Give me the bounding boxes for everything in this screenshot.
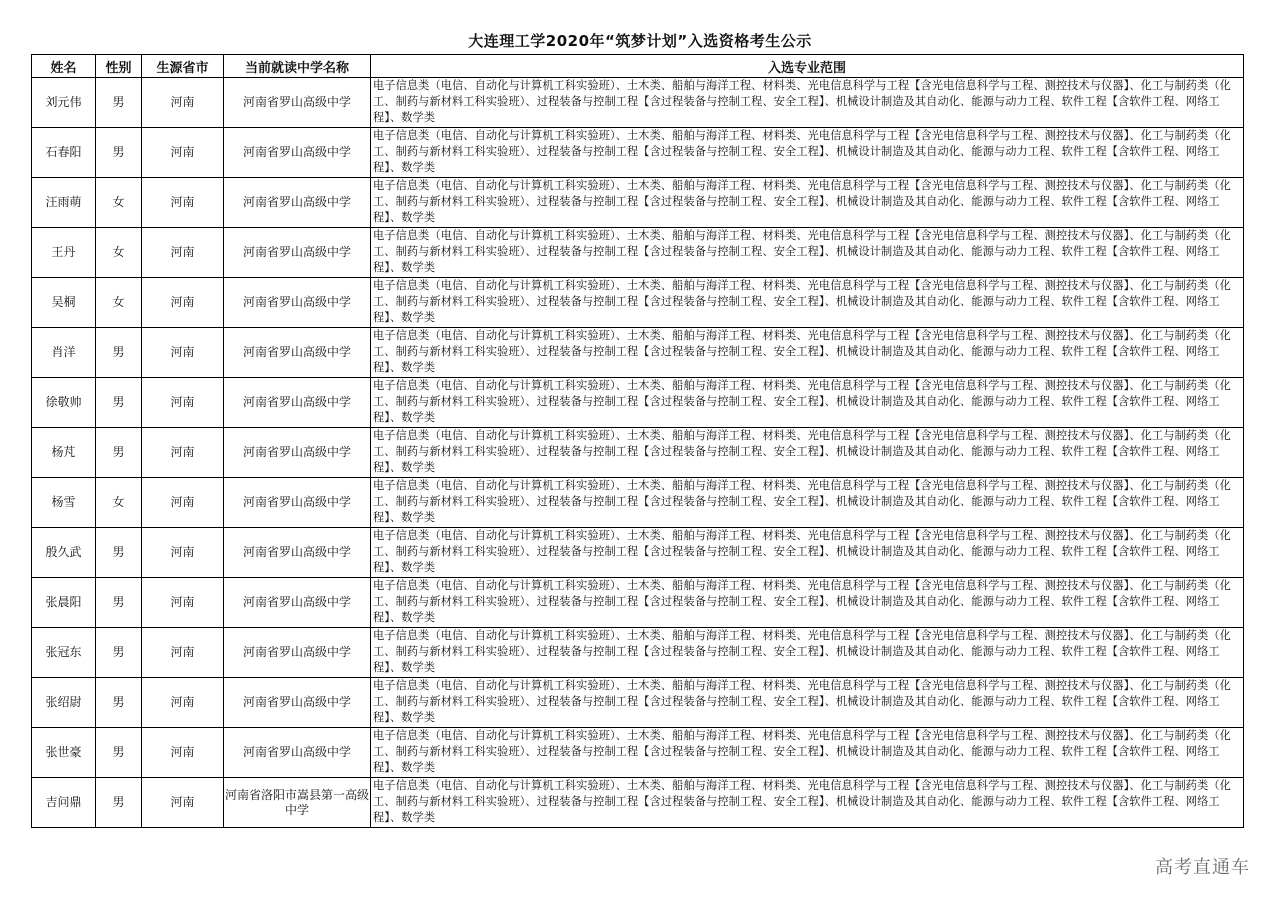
cell-majors: 电子信息类（电信、自动化与计算机工科实验班）、土木类、船舶与海洋工程、材料类、光电信息科学与工程【含光电信息科学与工程、测控技术与仪器】、化工与制药类（化工、制药与新材料工科实验班）、过程装备与控制工程【含过程装备与控制工程、安全工程】、机械设计制造及其自动化、能源与动力工程、软件工程【含软件工程、网络工程】、数学类 [371, 78, 1244, 128]
cell-school: 河南省罗山高级中学 [224, 578, 371, 628]
cell-province: 河南 [142, 78, 224, 128]
cell-name: 刘元伟 [32, 78, 96, 128]
cell-school: 河南省罗山高级中学 [224, 278, 371, 328]
cell-province: 河南 [142, 328, 224, 378]
table-row [32, 278, 1244, 328]
cell-name: 徐敬帅 [32, 378, 96, 428]
header-name: 姓名 [32, 55, 96, 78]
header-gender: 性别 [96, 55, 142, 78]
cell-name: 杨芃 [32, 428, 96, 478]
cell-name: 张晨阳 [32, 578, 96, 628]
cell-province: 河南 [142, 128, 224, 178]
cell-school: 河南省罗山高级中学 [224, 428, 371, 478]
cell-province: 河南 [142, 278, 224, 328]
table-row [32, 528, 1244, 578]
cell-province: 河南 [142, 478, 224, 528]
cell-gender: 女 [96, 478, 142, 528]
cell-majors: 电子信息类（电信、自动化与计算机工科实验班）、土木类、船舶与海洋工程、材料类、光电信息科学与工程【含光电信息科学与工程、测控技术与仪器】、化工与制药类（化工、制药与新材料工科实验班）、过程装备与控制工程【含过程装备与控制工程、安全工程】、机械设计制造及其自动化、能源与动力工程、软件工程【含软件工程、网络工程】、数学类 [371, 678, 1244, 728]
cell-province: 河南 [142, 228, 224, 278]
cell-school: 河南省罗山高级中学 [224, 178, 371, 228]
cell-gender: 男 [96, 578, 142, 628]
cell-school: 河南省罗山高级中学 [224, 378, 371, 428]
cell-majors: 电子信息类（电信、自动化与计算机工科实验班）、土木类、船舶与海洋工程、材料类、光电信息科学与工程【含光电信息科学与工程、测控技术与仪器】、化工与制药类（化工、制药与新材料工科实验班）、过程装备与控制工程【含过程装备与控制工程、安全工程】、机械设计制造及其自动化、能源与动力工程、软件工程【含软件工程、网络工程】、数学类 [371, 728, 1244, 778]
cell-gender: 男 [96, 428, 142, 478]
cell-school: 河南省罗山高级中学 [224, 528, 371, 578]
table-body [32, 78, 1244, 828]
header-school: 当前就读中学名称 [224, 55, 371, 78]
cell-school: 河南省罗山高级中学 [224, 728, 371, 778]
cell-name: 石春阳 [32, 128, 96, 178]
table-header-row [32, 55, 1244, 78]
cell-majors: 电子信息类（电信、自动化与计算机工科实验班）、土木类、船舶与海洋工程、材料类、光电信息科学与工程【含光电信息科学与工程、测控技术与仪器】、化工与制药类（化工、制药与新材料工科实验班）、过程装备与控制工程【含过程装备与控制工程、安全工程】、机械设计制造及其自动化、能源与动力工程、软件工程【含软件工程、网络工程】、数学类 [371, 628, 1244, 678]
cell-gender: 女 [96, 228, 142, 278]
cell-school: 河南省罗山高级中学 [224, 78, 371, 128]
cell-province: 河南 [142, 678, 224, 728]
cell-gender: 男 [96, 678, 142, 728]
cell-school: 河南省罗山高级中学 [224, 628, 371, 678]
cell-name: 肖洋 [32, 328, 96, 378]
cell-province: 河南 [142, 728, 224, 778]
table-row [32, 128, 1244, 178]
cell-gender: 男 [96, 328, 142, 378]
cell-gender: 男 [96, 628, 142, 678]
cell-gender: 男 [96, 128, 142, 178]
table-row [32, 228, 1244, 278]
cell-school: 河南省罗山高级中学 [224, 678, 371, 728]
cell-majors: 电子信息类（电信、自动化与计算机工科实验班）、土木类、船舶与海洋工程、材料类、光电信息科学与工程【含光电信息科学与工程、测控技术与仪器】、化工与制药类（化工、制药与新材料工科实验班）、过程装备与控制工程【含过程装备与控制工程、安全工程】、机械设计制造及其自动化、能源与动力工程、软件工程【含软件工程、网络工程】、数学类 [371, 278, 1244, 328]
cell-name: 王丹 [32, 228, 96, 278]
cell-province: 河南 [142, 528, 224, 578]
cell-province: 河南 [142, 778, 224, 828]
cell-name: 殷久武 [32, 528, 96, 578]
cell-majors: 电子信息类（电信、自动化与计算机工科实验班）、土木类、船舶与海洋工程、材料类、光电信息科学与工程【含光电信息科学与工程、测控技术与仪器】、化工与制药类（化工、制药与新材料工科实验班）、过程装备与控制工程【含过程装备与控制工程、安全工程】、机械设计制造及其自动化、能源与动力工程、软件工程【含软件工程、网络工程】、数学类 [371, 178, 1244, 228]
cell-province: 河南 [142, 578, 224, 628]
header-majors: 入选专业范围 [371, 55, 1244, 78]
cell-majors: 电子信息类（电信、自动化与计算机工科实验班）、土木类、船舶与海洋工程、材料类、光电信息科学与工程【含光电信息科学与工程、测控技术与仪器】、化工与制药类（化工、制药与新材料工科实验班）、过程装备与控制工程【含过程装备与控制工程、安全工程】、机械设计制造及其自动化、能源与动力工程、软件工程【含软件工程、网络工程】、数学类 [371, 378, 1244, 428]
cell-gender: 男 [96, 728, 142, 778]
table-row [32, 428, 1244, 478]
cell-name: 汪雨萌 [32, 178, 96, 228]
cell-school: 河南省罗山高级中学 [224, 228, 371, 278]
cell-majors: 电子信息类（电信、自动化与计算机工科实验班）、土木类、船舶与海洋工程、材料类、光电信息科学与工程【含光电信息科学与工程、测控技术与仪器】、化工与制药类（化工、制药与新材料工科实验班）、过程装备与控制工程【含过程装备与控制工程、安全工程】、机械设计制造及其自动化、能源与动力工程、软件工程【含软件工程、网络工程】、数学类 [371, 428, 1244, 478]
cell-name: 张世豪 [32, 728, 96, 778]
cell-majors: 电子信息类（电信、自动化与计算机工科实验班）、土木类、船舶与海洋工程、材料类、光电信息科学与工程【含光电信息科学与工程、测控技术与仪器】、化工与制药类（化工、制药与新材料工科实验班）、过程装备与控制工程【含过程装备与控制工程、安全工程】、机械设计制造及其自动化、能源与动力工程、软件工程【含软件工程、网络工程】、数学类 [371, 128, 1244, 178]
candidate-table [31, 54, 1244, 828]
cell-gender: 女 [96, 278, 142, 328]
cell-school: 河南省罗山高级中学 [224, 478, 371, 528]
cell-province: 河南 [142, 378, 224, 428]
cell-province: 河南 [142, 628, 224, 678]
cell-school: 河南省罗山高级中学 [224, 128, 371, 178]
cell-gender: 男 [96, 78, 142, 128]
table-row [32, 328, 1244, 378]
header-province: 生源省市 [142, 55, 224, 78]
table-row [32, 578, 1244, 628]
table-row [32, 778, 1244, 828]
table-row [32, 678, 1244, 728]
cell-name: 张绍尉 [32, 678, 96, 728]
cell-majors: 电子信息类（电信、自动化与计算机工科实验班）、土木类、船舶与海洋工程、材料类、光电信息科学与工程【含光电信息科学与工程、测控技术与仪器】、化工与制药类（化工、制药与新材料工科实验班）、过程装备与控制工程【含过程装备与控制工程、安全工程】、机械设计制造及其自动化、能源与动力工程、软件工程【含软件工程、网络工程】、数学类 [371, 328, 1244, 378]
cell-school: 河南省罗山高级中学 [224, 328, 371, 378]
cell-gender: 男 [96, 528, 142, 578]
cell-majors: 电子信息类（电信、自动化与计算机工科实验班）、土木类、船舶与海洋工程、材料类、光电信息科学与工程【含光电信息科学与工程、测控技术与仪器】、化工与制药类（化工、制药与新材料工科实验班）、过程装备与控制工程【含过程装备与控制工程、安全工程】、机械设计制造及其自动化、能源与动力工程、软件工程【含软件工程、网络工程】、数学类 [371, 478, 1244, 528]
cell-majors: 电子信息类（电信、自动化与计算机工科实验班）、土木类、船舶与海洋工程、材料类、光电信息科学与工程【含光电信息科学与工程、测控技术与仪器】、化工与制药类（化工、制药与新材料工科实验班）、过程装备与控制工程【含过程装备与控制工程、安全工程】、机械设计制造及其自动化、能源与动力工程、软件工程【含软件工程、网络工程】、数学类 [371, 778, 1244, 828]
cell-name: 杨雪 [32, 478, 96, 528]
cell-province: 河南 [142, 428, 224, 478]
cell-name: 吴桐 [32, 278, 96, 328]
cell-gender: 男 [96, 778, 142, 828]
table-row [32, 178, 1244, 228]
watermark: 高考直通车 [1155, 857, 1250, 878]
cell-gender: 女 [96, 178, 142, 228]
table-row [32, 378, 1244, 428]
table-row [32, 478, 1244, 528]
cell-majors: 电子信息类（电信、自动化与计算机工科实验班）、土木类、船舶与海洋工程、材料类、光电信息科学与工程【含光电信息科学与工程、测控技术与仪器】、化工与制药类（化工、制药与新材料工科实验班）、过程装备与控制工程【含过程装备与控制工程、安全工程】、机械设计制造及其自动化、能源与动力工程、软件工程【含软件工程、网络工程】、数学类 [371, 578, 1244, 628]
cell-majors: 电子信息类（电信、自动化与计算机工科实验班）、土木类、船舶与海洋工程、材料类、光电信息科学与工程【含光电信息科学与工程、测控技术与仪器】、化工与制药类（化工、制药与新材料工科实验班）、过程装备与控制工程【含过程装备与控制工程、安全工程】、机械设计制造及其自动化、能源与动力工程、软件工程【含软件工程、网络工程】、数学类 [371, 228, 1244, 278]
cell-school: 河南省洛阳市嵩县第一高级中学 [224, 778, 371, 828]
table-row [32, 78, 1244, 128]
table-row [32, 628, 1244, 678]
cell-gender: 男 [96, 378, 142, 428]
cell-province: 河南 [142, 178, 224, 228]
document-title: 大连理工学2020年“筑梦计划”入选资格考生公示 [468, 32, 812, 50]
table-row [32, 728, 1244, 778]
cell-name: 吉问鼎 [32, 778, 96, 828]
cell-majors: 电子信息类（电信、自动化与计算机工科实验班）、土木类、船舶与海洋工程、材料类、光电信息科学与工程【含光电信息科学与工程、测控技术与仪器】、化工与制药类（化工、制药与新材料工科实验班）、过程装备与控制工程【含过程装备与控制工程、安全工程】、机械设计制造及其自动化、能源与动力工程、软件工程【含软件工程、网络工程】、数学类 [371, 528, 1244, 578]
cell-name: 张冠东 [32, 628, 96, 678]
